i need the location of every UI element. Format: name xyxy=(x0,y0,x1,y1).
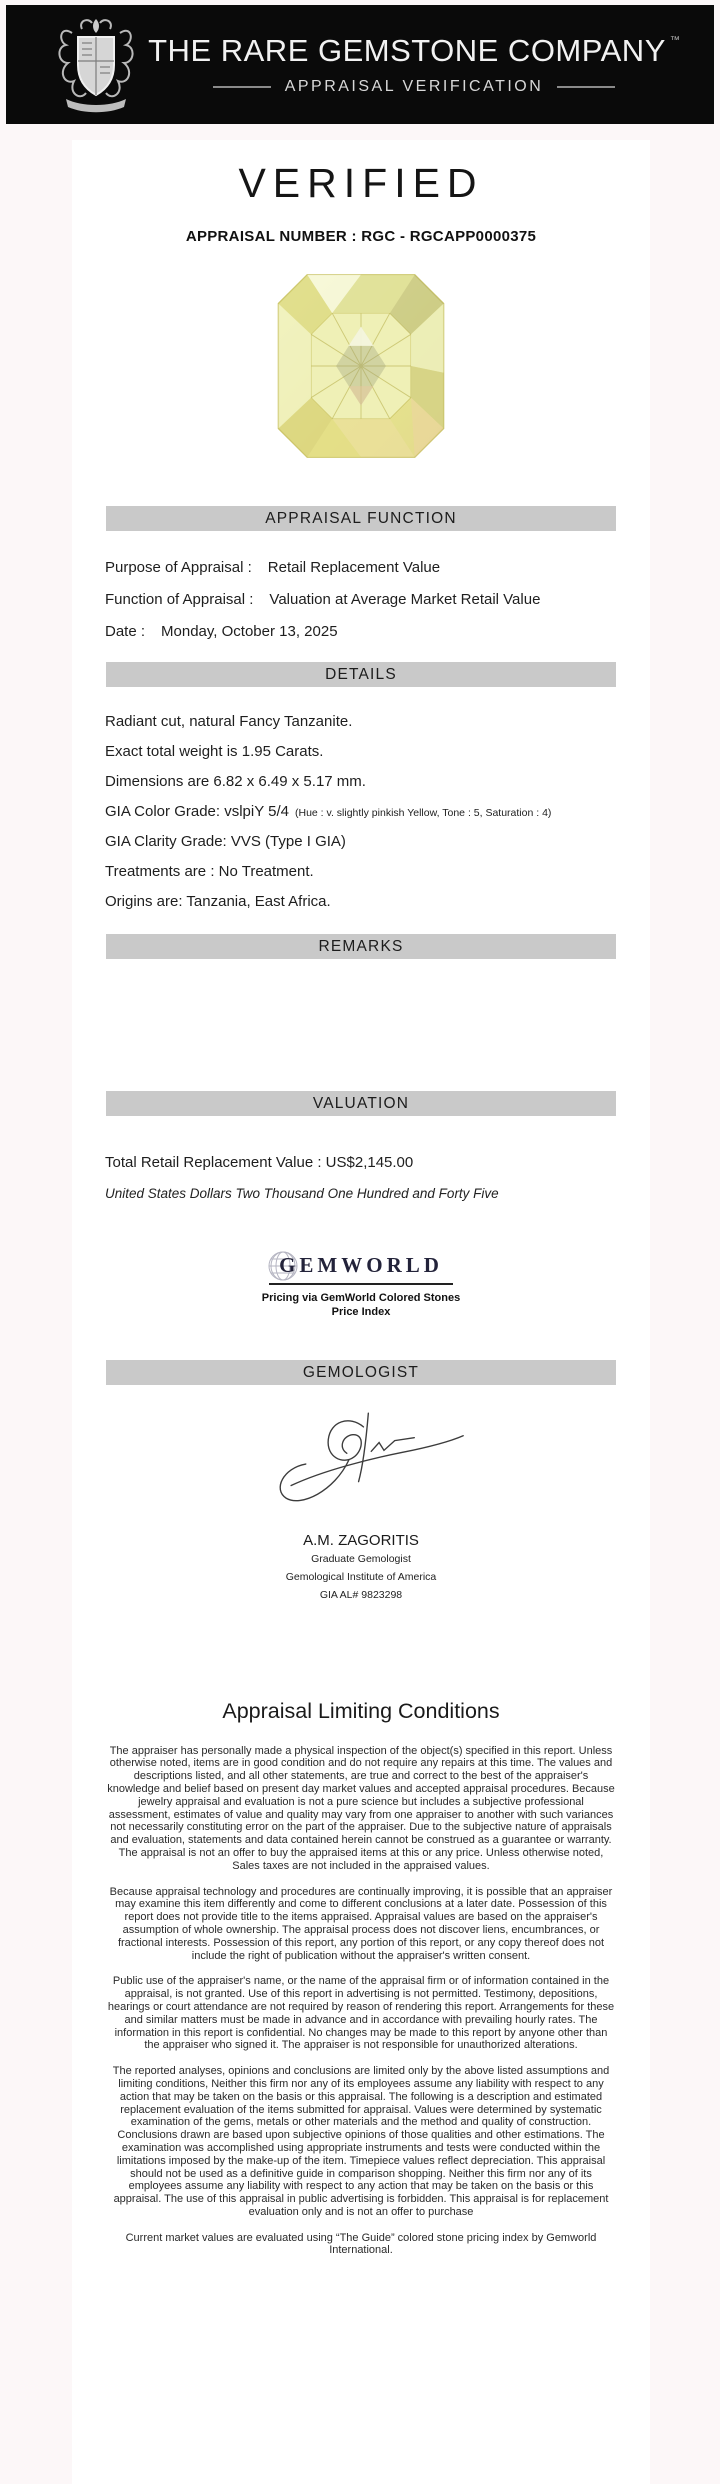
date-row xyxy=(105,623,650,640)
limiting-conditions-paragraph-1: The appraiser has personally made a physical inspection of the object(s) specified in this report. Unless otherwise noted, items are in good condition and do not require any repairs at this time. The values and descriptions listed, and all other statements, are true and correct to the best of the appraiser's knowledge and belief based on present day market values and accepted appraisal procedures. Because jewelry appraisal and evaluation is not a pure science but includes a subjective professional assessment, estimates of value and quality may vary from one appraiser to another with such variances not necessarily constituting error on the part of the appraiser. Due to the subjective nature of appraisals and evaluation, statements and data contained herein cannot be construed as a guarantee or warranty. The appraisal is not an offer to buy the appraised items at this or any price. Unless otherwise noted, Sales taxes are not included in the appraised values. xyxy=(107,1744,615,1872)
purpose-value: Retail Replacement Value xyxy=(267,559,441,576)
gemologist-signature xyxy=(254,1407,469,1525)
limiting-conditions-section xyxy=(72,1699,650,2258)
section-header-appraisal-function: APPRAISAL FUNCTION xyxy=(106,506,616,531)
gemologist-name: A.M. ZAGORITIS xyxy=(303,1531,419,1549)
limiting-conditions-paragraph-3: Public use of the appraiser's name, or the name of the appraisal firm or of information contained in the appraisal, is not granted. Use of this report in advertising is not permitted. Testimony, depositions, hearings or court attendance are not required by reason of rendering this report. Arrangements for these and similar matters must be made in advance and in accordance with prevailing hourly rates. The information in this report is confidential. No changes may be made to this report by anyone other than the appraiser who signed it. The appraiser is not responsible for unauthorized alterations. xyxy=(107,1975,615,2052)
color-grade-main: GIA Color Grade: vslpiY 5/4 xyxy=(105,803,289,820)
valuation-total: Total Retail Replacement Value : US$2,145.00 xyxy=(105,1154,414,1171)
heraldic-crest-icon xyxy=(52,15,140,115)
section-header-details: DETAILS xyxy=(106,662,616,687)
details-list xyxy=(72,713,650,910)
appraisal-function-rows xyxy=(72,559,650,640)
function-value: Valuation at Average Market Retail Value xyxy=(269,591,541,608)
gemstone-photo xyxy=(265,267,457,465)
purpose-row xyxy=(105,559,650,576)
date-label: Date : xyxy=(105,623,146,640)
company-name xyxy=(140,33,688,69)
limiting-conditions-paragraph-4: The reported analyses, opinions and conclusions are limited only by the above listed assumptions and limiting conditions, Neither this firm nor any of its employees assume any liability with respect to any action that may be taken on the basis or this appraisal. The following is a description and estimated replacement evaluation of the items submitted for appraisal. Values were determined by systematic examination of the gems, metals or other materials and the method and quality of construction. Conclusions drawn are based upon subjective opinions of those qualities and other estimations. The examination was accomplished using appropriate instruments and tests were conducted within the limitations imposed by the make-up of the item. Timepiece values reflect depreciation. This appraisal should not be used as a definitive guide in comparison shopping. Neither this firm nor any of its employees assume any liability with respect to any action that may be taken on the basis or this appraisal. The use of this appraisal in public advertising is forbidden. This appraisal is for replacement evaluation only and is not an offer to purchase xyxy=(112,2065,610,2218)
section-header-valuation: VALUATION xyxy=(106,1091,616,1116)
gemstone-photo-wrap xyxy=(72,267,650,470)
detail-clarity-grade: GIA Clarity Grade: VVS (Type I GIA) xyxy=(105,833,346,850)
purpose-label: Purpose of Appraisal : xyxy=(105,559,252,576)
section-header-remarks: REMARKS xyxy=(106,934,616,959)
header-subtitle: APPRAISAL VERIFICATION xyxy=(284,78,544,95)
function-row xyxy=(105,591,650,608)
header-subtitle-row xyxy=(140,78,688,96)
certificate-card xyxy=(72,140,650,2484)
gemologist-credential-2: Gemological Institute of America xyxy=(285,1570,437,1583)
gemworld-pricing-note: Pricing via GemWorld Colored Stones Price Index xyxy=(261,1292,461,1319)
limiting-conditions-paragraph-5: Current market values are evaluated using “The Guide” colored stone pricing index by Gemworld International. xyxy=(125,2231,597,2257)
gemworld-logo-text: GEMWORLD xyxy=(279,1253,443,1277)
detail-origins: Origins are: Tanzania, East Africa. xyxy=(105,893,331,910)
limiting-conditions-title: Appraisal Limiting Conditions xyxy=(222,1698,500,1723)
section-header-gemologist: GEMOLOGIST xyxy=(106,1360,616,1385)
header-titles xyxy=(140,33,714,96)
remarks-body-empty xyxy=(72,959,650,1091)
gemologist-content xyxy=(72,1385,650,1603)
company-name-text: THE RARE GEMSTONE COMPANY xyxy=(148,33,666,68)
subtitle-right-dash xyxy=(557,86,615,88)
detail-cut: Radiant cut, natural Fancy Tanzanite. xyxy=(105,713,353,730)
detail-dimensions: Dimensions are 6.82 x 6.49 x 5.17 mm. xyxy=(105,773,366,790)
trademark-symbol: ™ xyxy=(669,35,680,46)
date-value: Monday, October 13, 2025 xyxy=(161,623,338,640)
verified-status: VERIFIED xyxy=(238,160,484,206)
gemworld-pricing-block xyxy=(246,1251,476,1320)
limiting-conditions-paragraph-2: Because appraisal technology and procedures are continually improving, it is possible that an appraiser may examine this item differently and come to different conclusions at a later date. Possession of this report does not provide title to the items appraised. Appraisal values are based on the appraiser's assumption of whole ownership. The appraisal process does not discover liens, encumbrances, or fractional interests. Possession of this report, any portion of this report, or any copy thereof does not include the right of publication without the appraiser's written consent. xyxy=(109,1885,613,1962)
appraisal-number: APPRAISAL NUMBER : RGC - RGCAPP0000375 xyxy=(185,228,537,245)
subtitle-left-dash xyxy=(213,86,271,88)
valuation-content xyxy=(72,1154,650,1201)
gemworld-logo xyxy=(269,1251,453,1285)
page-header xyxy=(6,5,714,124)
gemologist-credential-1: Graduate Gemologist xyxy=(311,1552,411,1565)
valuation-amount-words: United States Dollars Two Thousand One Hundred and Forty Five xyxy=(105,1186,499,1201)
detail-color-grade xyxy=(105,803,650,820)
color-grade-note: (Hue : v. slightly pinkish Yellow, Tone : 5, Saturation : 4) xyxy=(294,807,552,819)
function-label: Function of Appraisal : xyxy=(105,591,254,608)
detail-treatments: Treatments are : No Treatment. xyxy=(105,863,314,880)
gemologist-credential-3: GIA AL# 9823298 xyxy=(319,1588,403,1601)
detail-weight: Exact total weight is 1.95 Carats. xyxy=(105,743,324,760)
